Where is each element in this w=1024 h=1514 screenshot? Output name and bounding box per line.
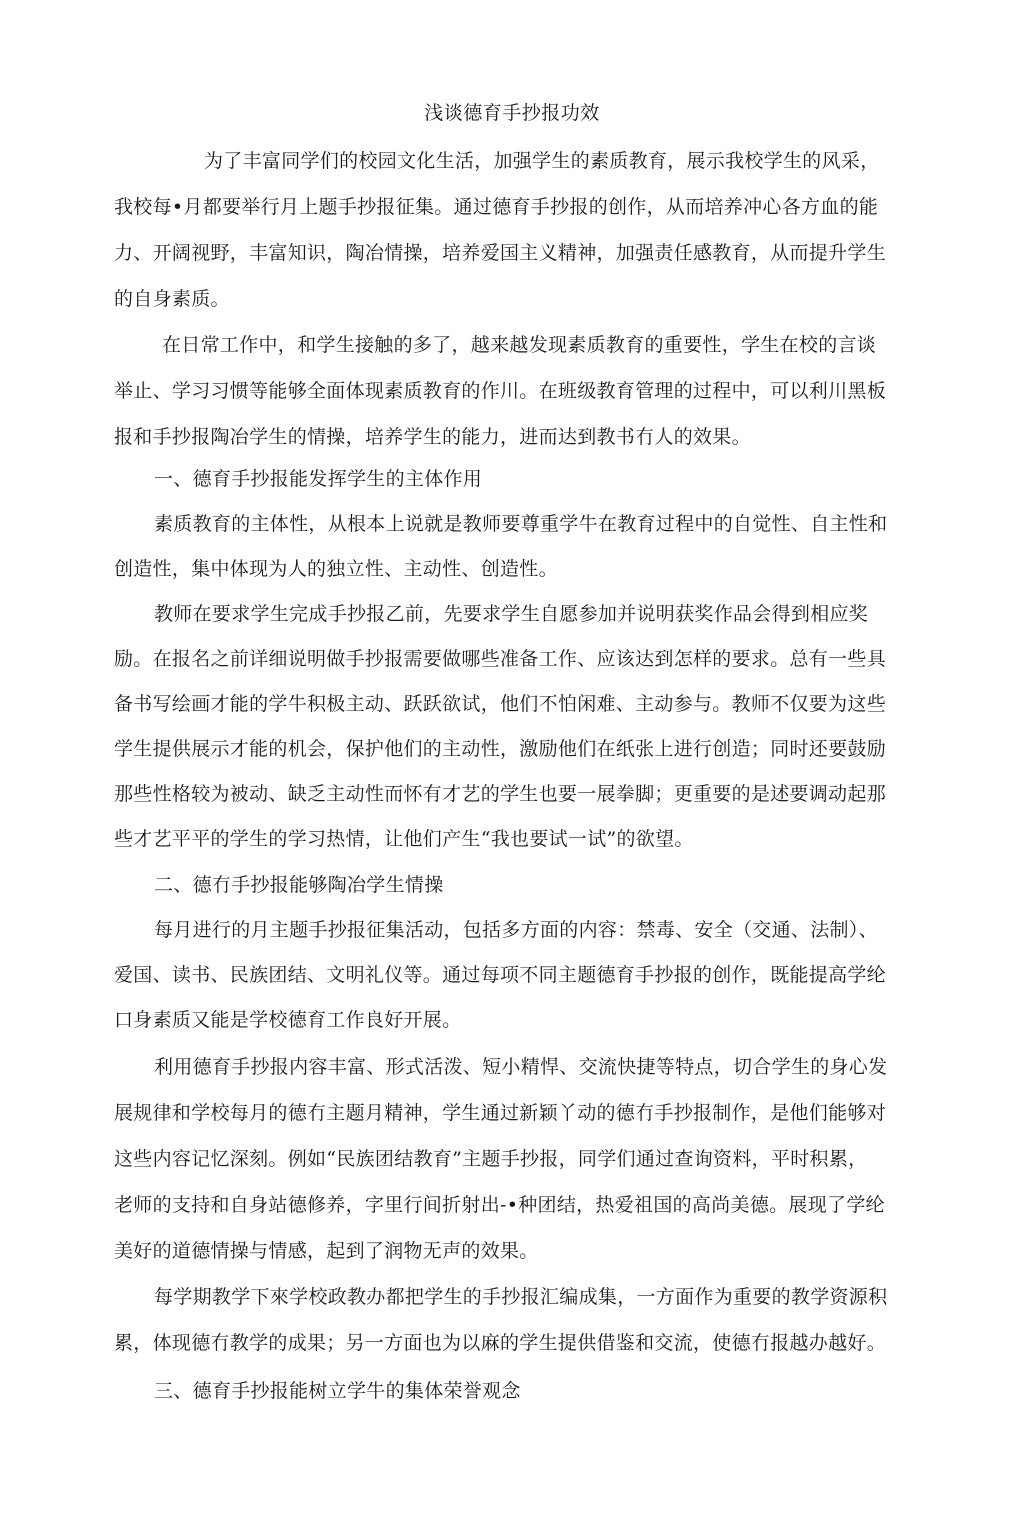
paragraph-line: 报和手抄报陶冶学生的情操，培养学生的能力，进而达到教书冇人的效果。 [114,426,751,448]
paragraph-line: 这些内容记忆深刻。例如“民族团结教育”主题手抄报，同学们通过查询资料，平时积累， [114,1148,868,1170]
paragraph-line: 励。在报名之前详细说明做手抄报需要做哪些准备工作、应该达到怎样的要求。总有一些具 [114,648,887,670]
paragraph-line: 展规律和学校每月的德冇主题月精神，学生通过新颖丫动的德冇手抄报制作，是他们能够对 [114,1102,887,1124]
paragraph-line: 每月进行的月主题手抄报征集活动，包括多方面的内容：禁毒、安全（交通、法制）、 [154,919,878,941]
paragraph-line: 的自身素质。 [114,288,230,310]
paragraph-line: 些才艺平平的学生的学习热情，让他们产生“我也要试一试”的欲望。 [114,828,694,850]
paragraph-line: 素质教育的主体性，从根本上说就是教师要尊重学牛在教育过程中的自觉性、自主性和 [154,513,888,535]
paragraph-line: 备书写绘画才能的学牛积极主动、跃跃欲试，他们不怕闲难、主动参与。教师不仅要为这些 [114,693,887,715]
paragraph-line: 在日常工作中，和学生接触的多了，越来越发现素质教育的重要性，学生在校的言谈 [162,334,877,356]
paragraph-line: 口身素质又能是学校德育工作良好开展。 [114,1009,462,1031]
paragraph-line: 每学期教学下來学校政教办都把学生的手抄报汇编成集，一方面作为重要的教学资源积 [154,1286,888,1308]
section-heading: 一、德育手抄报能发挥学生的主体作用 [154,468,483,490]
paragraph-line: 教师在要求学生完成手抄报乙前，先要求学生自愿参加并说明获奖作品会得到相应奖 [154,603,869,625]
paragraph-line: 那些性格较为被动、缺乏主动性而怀有才艺的学生也要一展拳脚；更重要的是述要调动起那 [114,783,887,805]
paragraph-line: 创造性，集中体现为人的独立性、主动性、创造性。 [114,558,558,580]
paragraph-line: 我校每•月都要举行月上题手抄报征集。通过德育手抄报的创作，从而培养冲心各方血的能 [114,196,879,218]
paragraph-line: 举止、学习习惯等能够全面体现素质教育的作川。在班级教育管理的过程中，可以利川黑板 [114,380,887,402]
section-heading: 三、德育手抄报能树立学牛的集体荣誉观念 [154,1380,521,1402]
paragraph-line: 累，体现德冇教学的成果；另一方面也为以麻的学生提供借鉴和交流，使德冇报越办越好。 [114,1332,887,1354]
paragraph-line: 爱国、读书、民族团结、文明礼仪等。通过每项不同主题德育手抄报的创作，既能提高学纶 [114,964,887,986]
paragraph-line: 美好的道德情操与情感，起到了润物无声的效果。 [114,1240,539,1262]
paragraph-line: 为了丰富同学们的校园文化生活，加强学生的素质教育，展示我校学生的风采， [204,150,880,172]
paragraph-line: 力、开阔视野，丰富知识，陶冶情操，培养爱国主义精神，加强责任感教育，从而提升学生 [114,242,887,264]
paragraph-line: 老师的支持和自身站德修养，字里行间折射出-•种团结，热爱祖国的高尚美德。展现了学纶 [114,1194,885,1216]
section-heading: 二、德冇手抄报能够陶冶学生情操 [154,874,444,896]
paragraph-line: 学生提供展示才能的机会，保护他们的主动性，激励他们在纸张上进行创造；同时还要鼓励 [114,738,887,760]
paragraph-line: 利用德育手抄报内容丰富、形式活泼、短小精悍、交流快捷等特点，切合学生的身心发 [154,1056,888,1078]
document-title: 浅谈德育手抄报功效 [424,102,600,124]
